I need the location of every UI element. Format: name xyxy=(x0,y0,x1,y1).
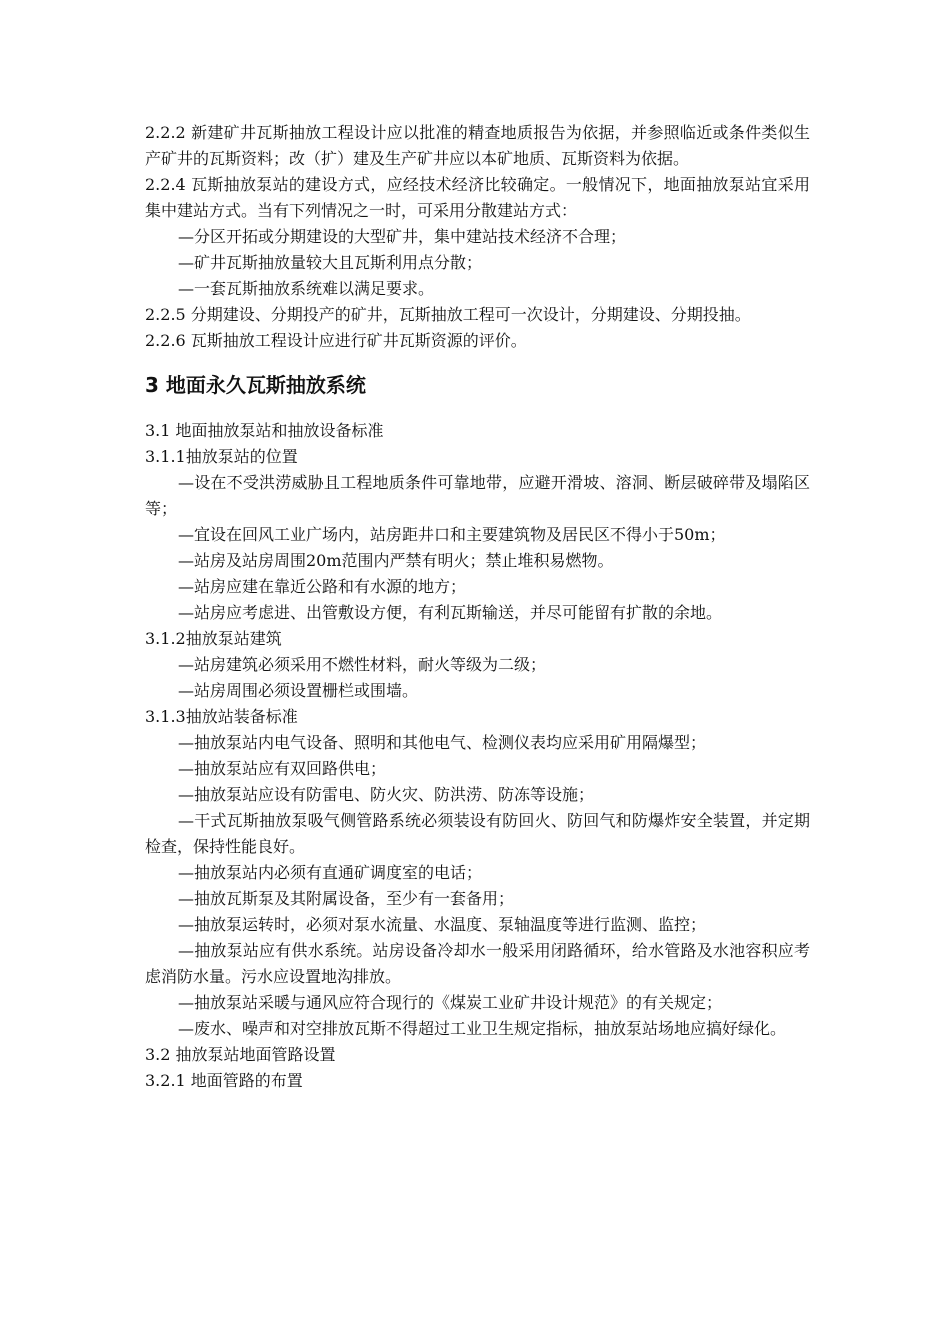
clause-3-2: 3.2 抽放泵站地面管路设置 xyxy=(145,1045,336,1064)
list-item: —抽放泵站内电气设备、照明和其他电气、检测仪表均应采用矿用隔爆型； xyxy=(178,733,707,752)
list-item: —抽放泵站应设有防雷电、防火灾、防洪涝、防冻等设施； xyxy=(178,785,595,804)
clause-2-2-5: 2.2.5 分期建设、分期投产的矿井，瓦斯抽放工程可一次设计，分期建设、分期投抽。 xyxy=(145,305,751,324)
clause-2-2-6: 2.2.6 瓦斯抽放工程设计应进行矿井瓦斯资源的评价。 xyxy=(145,331,527,350)
clause-3-1-1: 3.1.1抽放泵站的位置 xyxy=(145,447,298,466)
list-item: —一套瓦斯抽放系统难以满足要求。 xyxy=(178,279,435,298)
list-item: —站房应考虑进、出管敷设方便，有利瓦斯输送，并尽可能留有扩散的余地。 xyxy=(178,603,723,622)
list-item: —废水、噪声和对空排放瓦斯不得超过工业卫生规定指标，抽放泵站场地应搞好绿化。 xyxy=(178,1019,787,1038)
list-item: —设在不受洪涝威胁且工程地质条件可靠地带，应避开滑坡、溶洞、断层破碎带及塌陷区等； xyxy=(145,473,810,518)
list-item: —站房应建在靠近公路和有水源的地方； xyxy=(178,577,467,596)
list-item: —抽放泵站内必须有直通矿调度室的电话； xyxy=(178,863,483,882)
clause-2-2-4: 2.2.4 瓦斯抽放泵站的建设方式，应经技术经济比较确定。一般情况下，地面抽放泵站宜采用集中建站方式。当有下列情况之一时，可采用分散建站方式： xyxy=(145,175,810,220)
document-page xyxy=(145,120,810,1094)
list-item: —抽放泵站采暖与通风应符合现行的《煤炭工业矿井设计规范》的有关规定； xyxy=(178,993,723,1012)
clause-3-1-3: 3.1.3抽放站装备标准 xyxy=(145,707,298,726)
clause-3-1-2: 3.1.2抽放泵站建筑 xyxy=(145,629,282,648)
list-item: —站房建筑必须采用不燃性材料，耐火等级为二级； xyxy=(178,655,547,674)
list-item: —宜设在回风工业广场内，站房距井口和主要建筑物及居民区不得小于50m； xyxy=(178,525,726,544)
list-item: —分区开拓或分期建设的大型矿井，集中建站技术经济不合理； xyxy=(178,227,627,246)
clause-3-1: 3.1 地面抽放泵站和抽放设备标准 xyxy=(145,421,384,440)
section-heading: 3 地面永久瓦斯抽放系统 xyxy=(145,373,366,397)
list-item: —抽放泵运转时，必须对泵水流量、水温度、泵轴温度等进行监测、监控； xyxy=(178,915,707,934)
list-item: —矿井瓦斯抽放量较大且瓦斯利用点分散； xyxy=(178,253,483,272)
list-item: —站房周围必须设置栅栏或围墙。 xyxy=(178,681,419,700)
list-item: —干式瓦斯抽放泵吸气侧管路系统必须装设有防回火、防回气和防爆炸安全装置，并定期检查，保持性能良好。 xyxy=(145,811,810,856)
clause-3-2-1: 3.2.1 地面管路的布置 xyxy=(145,1071,303,1090)
list-item: —抽放瓦斯泵及其附属设备，至少有一套备用； xyxy=(178,889,515,908)
list-item: —站房及站房周围20m范围内严禁有明火；禁止堆积易燃物。 xyxy=(178,551,614,570)
list-item: —抽放泵站应有双回路供电； xyxy=(178,759,387,778)
clause-2-2-2: 2.2.2 新建矿井瓦斯抽放工程设计应以批准的精查地质报告为依据，并参照临近或条件类似生产矿井的瓦斯资料；改（扩）建及生产矿井应以本矿地质、瓦斯资料为依据。 xyxy=(145,123,810,168)
list-item: —抽放泵站应有供水系统。站房设备冷却水一般采用闭路循环，给水管路及水池容积应考虑消防水量。污水应设置地沟排放。 xyxy=(145,941,810,986)
